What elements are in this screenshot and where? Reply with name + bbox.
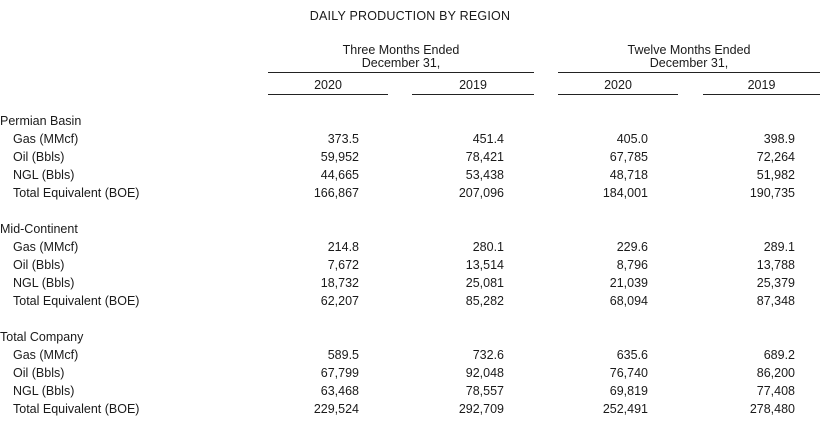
table-cell: 44,665 — [320, 168, 359, 182]
row-label: Total Equivalent (BOE) — [13, 294, 140, 308]
table-cell: 48,718 — [609, 168, 648, 182]
table-cell: 214.8 — [327, 240, 359, 254]
table-cell: 398.9 — [763, 132, 795, 146]
table-cell: 51,982 — [756, 168, 795, 182]
table-cell: 69,819 — [609, 384, 648, 398]
table-cell: 67,799 — [320, 366, 359, 380]
year-header-col3: 2020 — [604, 78, 632, 92]
twelve-months-header-line2: December 31, — [649, 56, 729, 70]
row-label: Gas (MMcf) — [13, 348, 79, 362]
table-cell: 68,094 — [609, 294, 648, 308]
table-title: DAILY PRODUCTION BY REGION — [309, 9, 511, 23]
row-label: Gas (MMcf) — [13, 132, 79, 146]
table-cell: 63,468 — [320, 384, 359, 398]
row-label: NGL (Bbls) — [13, 384, 75, 398]
table-cell: 635.6 — [616, 348, 648, 362]
twelve-months-rule — [558, 72, 820, 73]
table-cell: 78,421 — [465, 150, 504, 164]
table-cell: 229,524 — [313, 402, 359, 416]
table-cell: 85,282 — [465, 294, 504, 308]
row-label: Oil (Bbls) — [13, 366, 65, 380]
table-cell: 72,264 — [756, 150, 795, 164]
table-cell: 92,048 — [465, 366, 504, 380]
table-cell: 252,491 — [602, 402, 648, 416]
table-cell: 278,480 — [749, 402, 795, 416]
table-cell: 589.5 — [327, 348, 359, 362]
table-cell: 18,732 — [320, 276, 359, 290]
table-cell: 25,081 — [465, 276, 504, 290]
table-cell: 166,867 — [313, 186, 359, 200]
table-cell: 292,709 — [458, 402, 504, 416]
year-header-col4: 2019 — [747, 78, 776, 92]
table-cell: 21,039 — [609, 276, 648, 290]
row-label: NGL (Bbls) — [13, 276, 75, 290]
table-cell: 280.1 — [472, 240, 504, 254]
table-cell: 8,796 — [616, 258, 648, 272]
three-months-rule — [268, 72, 534, 73]
year-rule-col2 — [412, 94, 534, 95]
table-cell: 78,557 — [465, 384, 504, 398]
row-label: Gas (MMcf) — [13, 240, 79, 254]
year-rule-col1 — [268, 94, 388, 95]
table-cell: 207,096 — [458, 186, 504, 200]
table-cell: 405.0 — [616, 132, 648, 146]
row-label: Oil (Bbls) — [13, 150, 65, 164]
table-cell: 76,740 — [609, 366, 648, 380]
row-label: NGL (Bbls) — [13, 168, 75, 182]
table-cell: 87,348 — [756, 294, 795, 308]
section-heading-mid-continent: Mid-Continent — [0, 222, 78, 236]
table-cell: 451.4 — [472, 132, 504, 146]
table-cell: 689.2 — [763, 348, 795, 362]
year-header-col1: 2020 — [314, 78, 342, 92]
table-cell: 732.6 — [472, 348, 504, 362]
table-cell: 190,735 — [749, 186, 795, 200]
table-cell: 62,207 — [320, 294, 359, 308]
section-heading-total-company: Total Company — [0, 330, 84, 344]
year-rule-col4 — [703, 94, 820, 95]
table-cell: 53,438 — [465, 168, 504, 182]
table-cell: 289.1 — [763, 240, 795, 254]
table-cell: 13,788 — [756, 258, 795, 272]
table-cell: 77,408 — [756, 384, 795, 398]
table-cell: 59,952 — [320, 150, 359, 164]
row-label: Total Equivalent (BOE) — [13, 186, 140, 200]
twelve-months-header-line1: Twelve Months Ended — [627, 43, 751, 57]
table-cell: 86,200 — [756, 366, 795, 380]
twelve-months-header — [558, 44, 820, 70]
three-months-header-line2: December 31, — [361, 56, 441, 70]
three-months-header — [268, 44, 534, 70]
section-heading-permian-basin: Permian Basin — [0, 114, 82, 128]
table-cell: 7,672 — [327, 258, 359, 272]
table-cell: 67,785 — [609, 150, 648, 164]
row-label: Oil (Bbls) — [13, 258, 65, 272]
table-cell: 373.5 — [327, 132, 359, 146]
table-cell: 25,379 — [756, 276, 795, 290]
table-cell: 13,514 — [465, 258, 504, 272]
year-rule-col3 — [558, 94, 678, 95]
row-label: Total Equivalent (BOE) — [13, 402, 140, 416]
three-months-header-line1: Three Months Ended — [342, 43, 460, 57]
table-cell: 229.6 — [616, 240, 648, 254]
table-cell: 184,001 — [602, 186, 648, 200]
year-header-col2: 2019 — [459, 78, 487, 92]
